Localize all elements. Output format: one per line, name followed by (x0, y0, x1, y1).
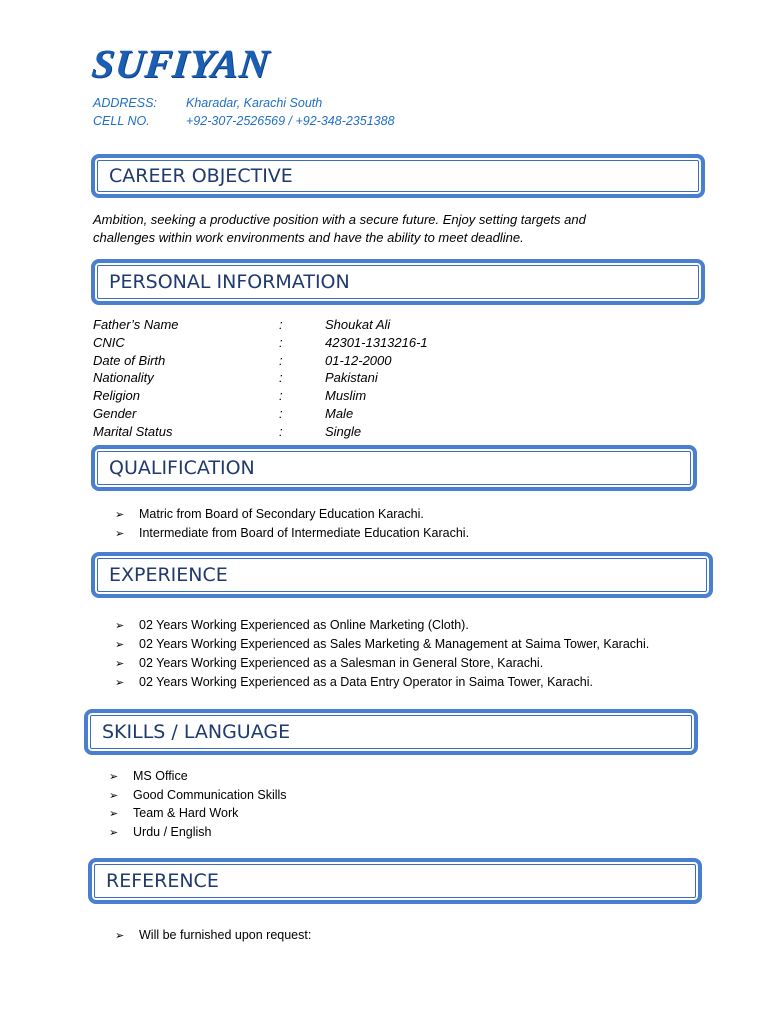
info-separator: : (279, 317, 283, 332)
list-item (115, 526, 469, 540)
personal-information-header (91, 259, 705, 305)
section-title: REFERENCE (106, 870, 219, 892)
arrow-bullet-icon: ➢ (109, 789, 119, 802)
list-item-text: MS Office (133, 769, 188, 783)
personal-info-row (93, 353, 593, 371)
info-key: Religion (93, 388, 140, 404)
list-item-text: Good Communication Skills (133, 787, 287, 802)
career-objective-line: challenges within work environments and have the ability to meet deadline. (93, 229, 524, 245)
info-separator: : (279, 423, 283, 439)
candidate-name: SUFIYAN (89, 41, 272, 86)
list-item (115, 637, 649, 651)
arrow-bullet-icon: ➢ (115, 528, 125, 540)
arrow-bullet-icon: ➢ (115, 639, 125, 651)
info-separator: : (279, 352, 283, 368)
personal-info-row (93, 406, 593, 424)
section-title: SKILLS / LANGUAGE (102, 721, 291, 743)
section-title: PERSONAL INFORMATION (109, 271, 350, 293)
info-value: 42301-1313216-1 (325, 334, 428, 350)
info-separator: : (279, 334, 283, 350)
experience-header (91, 552, 713, 598)
info-key: CNIC (93, 334, 125, 350)
personal-info-row (93, 388, 593, 406)
info-key: Father’s Name (93, 317, 179, 332)
list-item (109, 825, 212, 839)
info-separator: : (279, 388, 283, 404)
list-item-text: 02 Years Working Experienced as a Salesman in General Store, Karachi. (139, 656, 544, 670)
info-value: Male (325, 406, 354, 421)
list-item-text: Matric from Board of Secondary Education Karachi. (139, 507, 424, 521)
career-objective-text (93, 211, 653, 246)
info-value: Single (325, 423, 362, 439)
list-item-text: 02 Years Working Experienced as Sales Marketing & Management at Saima Tower, Karachi. (139, 637, 650, 651)
arrow-bullet-icon: ➢ (109, 808, 119, 821)
section-title: CAREER OBJECTIVE (109, 165, 293, 187)
list-item (115, 928, 311, 942)
section-title: QUALIFICATION (109, 457, 255, 479)
address-label: ADDRESS: (93, 96, 157, 110)
list-item-text: Urdu / English (133, 825, 212, 840)
arrow-bullet-icon: ➢ (115, 509, 125, 521)
info-key: Marital Status (93, 423, 173, 439)
arrow-bullet-icon: ➢ (115, 677, 125, 689)
list-item (115, 618, 469, 632)
arrow-bullet-icon: ➢ (115, 930, 125, 942)
skills-language-header (84, 709, 698, 755)
info-key: Date of Birth (93, 352, 166, 368)
arrow-bullet-icon: ➢ (115, 658, 125, 670)
list-item-text: Intermediate from Board of Intermediate Education Karachi. (139, 526, 470, 540)
reference-header (88, 858, 702, 904)
info-separator: : (279, 370, 283, 386)
address-value: Kharadar, Karachi South (186, 96, 323, 110)
list-item-text: Team & Hard Work (133, 806, 239, 821)
section-title: EXPERIENCE (109, 564, 228, 586)
info-key: Nationality (93, 370, 154, 386)
list-item (115, 656, 543, 670)
info-value: Shoukat Ali (325, 317, 391, 332)
arrow-bullet-icon: ➢ (109, 827, 119, 840)
cell-value: +92-307-2526569 / +92-348-2351388 (186, 114, 395, 128)
qualification-header (91, 445, 697, 491)
info-value: Muslim (325, 388, 367, 404)
personal-info-row (93, 370, 593, 388)
personal-info-row (93, 317, 593, 335)
list-item-text: Will be furnished upon request: (139, 928, 312, 942)
info-separator: : (279, 406, 283, 421)
list-item-text: 02 Years Working Experienced as Online Marketing (Cloth). (139, 618, 469, 632)
list-item (109, 806, 238, 820)
personal-info-row (93, 424, 593, 442)
arrow-bullet-icon: ➢ (109, 771, 119, 783)
list-item-text: 02 Years Working Experienced as a Data Entry Operator in Saima Tower, Karachi. (139, 675, 593, 689)
cell-label: CELL NO. (93, 114, 150, 128)
list-item (115, 507, 424, 521)
info-value: 01-12-2000 (325, 352, 392, 368)
career-objective-line: Ambition, seeking a productive position with a secure future. Enjoy setting targets and (93, 212, 586, 227)
list-item (115, 675, 593, 689)
list-item (109, 769, 188, 783)
info-key: Gender (93, 406, 137, 421)
list-item (109, 788, 287, 802)
career-objective-header (91, 154, 705, 198)
personal-info-row (93, 335, 593, 353)
arrow-bullet-icon: ➢ (115, 620, 125, 632)
info-value: Pakistani (325, 370, 378, 386)
